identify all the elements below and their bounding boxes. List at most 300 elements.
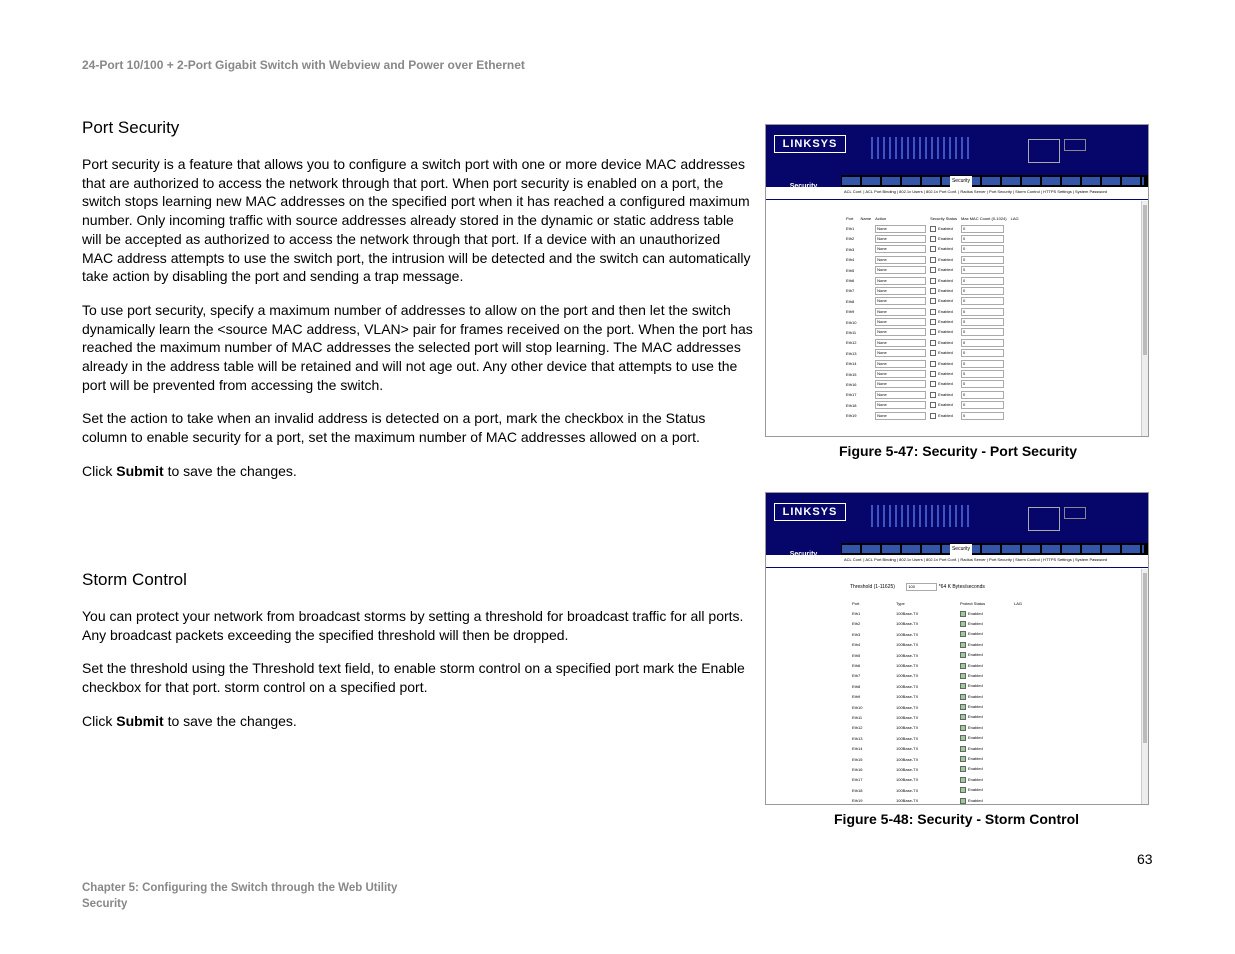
action-select[interactable]: None: [875, 266, 926, 274]
action-select[interactable]: None: [875, 339, 926, 347]
status-cell: [928, 265, 959, 275]
status-cell: [928, 317, 959, 327]
table-row: [844, 400, 1021, 410]
table-row: [850, 629, 1024, 639]
lag-cell: [1012, 723, 1024, 733]
enable-checkbox[interactable]: [960, 621, 966, 627]
lag-cell: [1012, 692, 1024, 702]
nav-tabs[interactable]: [842, 177, 1144, 185]
port-security-screenshot: [765, 124, 1149, 437]
max-count-input[interactable]: 0: [961, 412, 1004, 420]
column-header: Security Status: [930, 215, 958, 221]
status-label: Enabled: [938, 246, 953, 252]
footer-chapter: Chapter 5: Configuring the Switch through the Web Utility: [82, 882, 398, 894]
ui-subnav: [766, 555, 1148, 568]
lag-cell: [1012, 671, 1024, 681]
name-cell: [858, 286, 873, 296]
enable-checkbox[interactable]: [930, 267, 936, 273]
lag-cell: [1009, 369, 1021, 379]
tab-security[interactable]: Security: [950, 544, 972, 555]
enable-checkbox[interactable]: [930, 402, 936, 408]
type-cell: 100Base-TX: [896, 611, 919, 617]
status-label: Enabled: [938, 236, 953, 242]
action-select[interactable]: None: [875, 360, 926, 368]
lag-cell: [1009, 286, 1021, 296]
enable-checkbox[interactable]: [930, 309, 936, 315]
port-cell: Eth17: [846, 392, 857, 398]
scrollbar-thumb[interactable]: [1143, 573, 1147, 743]
status-label: Enabled: [968, 797, 983, 803]
action-select[interactable]: None: [875, 391, 926, 399]
enable-checkbox[interactable]: [960, 714, 966, 720]
port-cell: Eth14: [852, 746, 863, 752]
table-row: [850, 795, 1024, 805]
status-cell: [958, 775, 1012, 785]
max-count-cell: [959, 307, 1009, 317]
name-cell: [858, 275, 873, 285]
footer-section: Security: [82, 898, 128, 910]
lag-cell: [1009, 265, 1021, 275]
type-cell: 100Base-TX: [896, 787, 919, 793]
table-row: [850, 743, 1024, 753]
enable-checkbox[interactable]: [960, 663, 966, 669]
table-row: [850, 608, 1024, 618]
lag-cell: [1012, 660, 1024, 670]
submit-label: Submit: [116, 462, 164, 479]
enable-checkbox[interactable]: [930, 319, 936, 325]
lag-cell: [1009, 234, 1021, 244]
name-cell: [858, 400, 873, 410]
port-cell: Eth13: [852, 735, 863, 741]
max-count-input[interactable]: 0: [961, 318, 1004, 326]
lag-cell: [1009, 244, 1021, 254]
status-label: Enabled: [938, 267, 953, 273]
name-cell: [858, 369, 873, 379]
enable-checkbox[interactable]: [930, 361, 936, 367]
status-cell: [958, 754, 1012, 764]
port-cell: Eth13: [846, 350, 857, 356]
action-cell: [873, 244, 928, 254]
action-cell: [873, 338, 928, 348]
max-count-cell: [959, 255, 1009, 265]
action-select[interactable]: None: [875, 235, 926, 243]
enable-checkbox[interactable]: [960, 631, 966, 637]
status-cell: [928, 275, 959, 285]
action-select[interactable]: None: [875, 380, 926, 388]
status-cell: [958, 743, 1012, 753]
port-cell: Eth18: [852, 787, 863, 793]
enable-checkbox[interactable]: [960, 611, 966, 617]
port-cell: Eth5: [846, 267, 855, 273]
column-header: Port: [846, 215, 854, 221]
max-count-input[interactable]: 0: [961, 287, 1004, 295]
lag-cell: [1012, 764, 1024, 774]
enable-checkbox[interactable]: [960, 766, 966, 772]
action-select[interactable]: None: [875, 225, 926, 233]
table-row: [844, 275, 1021, 285]
name-cell: [858, 244, 873, 254]
table-row: [844, 327, 1021, 337]
enable-checkbox[interactable]: [930, 236, 936, 242]
action-cell: [873, 255, 928, 265]
status-cell: [928, 400, 959, 410]
port-cell: Eth17: [852, 777, 863, 783]
lag-cell: [1009, 410, 1021, 420]
action-select[interactable]: None: [875, 412, 926, 420]
port-cell: Eth15: [846, 371, 857, 377]
port-security-paragraph-3: Set the action to take when an invalid address is detected on a port, mark the checkbox in the Status column to enable security for a port, set the maximum number of MAC addresses allowed on a port.: [82, 410, 706, 446]
column-header: Max MAC Count (0-1024): [961, 215, 1007, 221]
max-count-input[interactable]: 0: [961, 370, 1004, 378]
name-cell: [858, 348, 873, 358]
status-cell: [928, 307, 959, 317]
action-cell: [873, 234, 928, 244]
port-cell: Eth10: [846, 319, 857, 325]
action-select[interactable]: None: [875, 401, 926, 409]
max-count-input[interactable]: 0: [961, 391, 1004, 399]
column-header: Action: [875, 215, 887, 221]
scrollbar[interactable]: [1141, 201, 1148, 436]
enable-checkbox[interactable]: [930, 350, 936, 356]
max-count-input[interactable]: 0: [961, 339, 1004, 347]
status-label: Enabled: [938, 371, 953, 377]
status-label: Enabled: [968, 704, 983, 710]
status-label: Enabled: [938, 256, 953, 262]
port-cell: Eth1: [846, 226, 855, 232]
table-row: [850, 619, 1024, 629]
max-count-cell: [959, 296, 1009, 306]
max-count-cell: [959, 369, 1009, 379]
port-cell: Eth10: [852, 704, 863, 710]
cisco-logo-icon: [1028, 139, 1060, 163]
max-count-input[interactable]: 0: [961, 328, 1004, 336]
status-label: Enabled: [938, 329, 953, 335]
enable-checkbox[interactable]: [960, 652, 966, 658]
status-label: Enabled: [938, 287, 953, 293]
enable-checkbox[interactable]: [930, 288, 936, 294]
enable-checkbox[interactable]: [930, 371, 936, 377]
type-cell: 100Base-TX: [896, 631, 919, 637]
status-label: Enabled: [938, 277, 953, 283]
status-label: Enabled: [938, 360, 953, 366]
enable-checkbox[interactable]: [930, 246, 936, 252]
subnav-links[interactable]: ACL Conf. | ACL Port Binding | 802.1x Users | 802.1x Port Conf. | Radius Server | Port Security | Storm Control | HTTPS Settings | System Password: [844, 189, 1108, 194]
status-cell: [928, 410, 959, 420]
lag-cell: [1009, 400, 1021, 410]
max-count-input[interactable]: 0: [961, 297, 1004, 305]
status-label: Enabled: [968, 672, 983, 678]
status-label: Enabled: [938, 391, 953, 397]
enable-checkbox[interactable]: [960, 746, 966, 752]
max-count-input[interactable]: 0: [961, 380, 1004, 388]
max-count-input[interactable]: 0: [961, 235, 1004, 243]
port-cell: Eth16: [846, 381, 857, 387]
action-cell: [873, 265, 928, 275]
enable-checkbox[interactable]: [930, 392, 936, 398]
type-cell: 100Base-TX: [896, 652, 919, 658]
table-row: [850, 733, 1024, 743]
enable-checkbox[interactable]: [960, 725, 966, 731]
table-row: [850, 702, 1024, 712]
page-number: 63: [1137, 851, 1153, 867]
action-select[interactable]: None: [875, 245, 926, 253]
tab-security[interactable]: Security: [950, 176, 972, 187]
status-cell: [928, 286, 959, 296]
table-row: [844, 307, 1021, 317]
type-cell: 100Base-TX: [896, 714, 919, 720]
column-header: Protect Status: [960, 600, 986, 606]
status-label: Enabled: [968, 766, 983, 772]
table-row: [850, 712, 1024, 722]
status-cell: [958, 733, 1012, 743]
max-count-input[interactable]: 0: [961, 266, 1004, 274]
lag-cell: [1012, 702, 1024, 712]
max-count-input[interactable]: 0: [961, 277, 1004, 285]
threshold-label: Threshold (1-11625): [850, 584, 895, 590]
lag-cell: [1012, 681, 1024, 691]
status-cell: [958, 702, 1012, 712]
enable-checkbox[interactable]: [960, 642, 966, 648]
port-cell: Eth7: [852, 673, 861, 679]
lag-cell: [1009, 275, 1021, 285]
lag-cell: [1009, 307, 1021, 317]
max-count-input[interactable]: 0: [961, 349, 1004, 357]
status-label: Enabled: [968, 693, 983, 699]
subnav-links[interactable]: ACL Conf. | ACL Port Binding | 802.1x Users | 802.1x Port Conf. | Radius Server | Port Security | Storm Control | HTTPS Settings | System Password: [844, 557, 1108, 562]
status-cell: [958, 650, 1012, 660]
enable-checkbox[interactable]: [930, 278, 936, 284]
table-row: [844, 379, 1021, 389]
storm-control-paragraph-2: Set the threshold using the Threshold text field, to enable storm control on a specified port mark the Enable checkbox for that port. storm control on a specified port.: [82, 660, 745, 696]
enable-checkbox[interactable]: [930, 329, 936, 335]
device-icon: [1064, 507, 1086, 519]
action-select[interactable]: None: [875, 328, 926, 336]
enable-checkbox[interactable]: [930, 413, 936, 419]
enable-checkbox[interactable]: [960, 673, 966, 679]
status-label: Enabled: [938, 298, 953, 304]
type-cell: 100Base-TX: [896, 704, 919, 710]
table-row: [844, 265, 1021, 275]
status-cell: [928, 223, 959, 233]
status-label: Enabled: [968, 641, 983, 647]
lag-cell: [1009, 338, 1021, 348]
action-select[interactable]: None: [875, 287, 926, 295]
port-leds: [871, 505, 971, 527]
action-select[interactable]: None: [875, 277, 926, 285]
table-row: [844, 348, 1021, 358]
status-cell: [958, 681, 1012, 691]
enable-checkbox[interactable]: [930, 381, 936, 387]
type-cell: 100Base-TX: [896, 756, 919, 762]
status-cell: [958, 692, 1012, 702]
max-count-cell: [959, 234, 1009, 244]
status-cell: [958, 608, 1012, 618]
action-cell: [873, 348, 928, 358]
lag-cell: [1012, 629, 1024, 639]
column-header: Port: [852, 600, 860, 606]
action-select[interactable]: None: [875, 370, 926, 378]
port-cell: Eth8: [846, 298, 855, 304]
name-cell: [858, 296, 873, 306]
table-row: [844, 390, 1021, 400]
enable-checkbox[interactable]: [960, 787, 966, 793]
action-select[interactable]: None: [875, 349, 926, 357]
table-row: [844, 244, 1021, 254]
status-label: Enabled: [938, 402, 953, 408]
column-header: LAG: [1010, 215, 1019, 221]
action-select[interactable]: None: [875, 297, 926, 305]
threshold-unit: *64 K Bytes/seconds: [938, 584, 985, 590]
action-cell: [873, 223, 928, 233]
ui-topbar: [766, 125, 1148, 175]
storm-control-table: [850, 598, 1024, 805]
cisco-logo-icon: [1028, 507, 1060, 531]
max-count-input[interactable]: 0: [961, 360, 1004, 368]
enable-checkbox[interactable]: [960, 704, 966, 710]
enable-checkbox[interactable]: [960, 683, 966, 689]
name-cell: [858, 234, 873, 244]
lag-cell: [1009, 296, 1021, 306]
status-cell: [928, 255, 959, 265]
table-row: [850, 754, 1024, 764]
action-select[interactable]: None: [875, 308, 926, 316]
port-cell: Eth1: [852, 611, 861, 617]
max-count-cell: [959, 379, 1009, 389]
enable-checkbox[interactable]: [960, 777, 966, 783]
max-count-input[interactable]: 0: [961, 401, 1004, 409]
enable-checkbox[interactable]: [960, 798, 966, 804]
name-cell: [858, 307, 873, 317]
action-cell: [873, 296, 928, 306]
column-header: Name: [860, 215, 872, 221]
max-count-input[interactable]: 0: [961, 308, 1004, 316]
enable-checkbox[interactable]: [960, 694, 966, 700]
storm-control-paragraph-1: You can protect your network from broadcast storms by setting a threshold for broadcast traffic for all ports. Any broadcast packets exceeding the specified threshold will then be dropped.: [82, 608, 744, 643]
action-select[interactable]: None: [875, 256, 926, 264]
lag-cell: [1012, 608, 1024, 618]
status-label: Enabled: [968, 714, 983, 720]
table-row: [850, 640, 1024, 650]
table-row: [850, 764, 1024, 774]
max-count-cell: [959, 244, 1009, 254]
lag-cell: [1012, 640, 1024, 650]
max-count-input[interactable]: 0: [961, 256, 1004, 264]
linksys-logo: LINKSYS: [774, 503, 846, 521]
enable-checkbox[interactable]: [930, 257, 936, 263]
name-cell: [858, 265, 873, 275]
status-cell: [958, 619, 1012, 629]
lag-cell: [1012, 712, 1024, 722]
port-cell: Eth3: [852, 631, 861, 637]
status-cell: [958, 640, 1012, 650]
status-cell: [928, 358, 959, 368]
status-label: Enabled: [968, 683, 983, 689]
enable-checkbox[interactable]: [960, 735, 966, 741]
port-leds: [871, 137, 971, 159]
status-cell: [958, 712, 1012, 722]
type-cell: 100Base-TX: [896, 735, 919, 741]
port-cell: Eth15: [852, 756, 863, 762]
lag-cell: [1009, 255, 1021, 265]
table-row: [844, 223, 1021, 233]
name-cell: [858, 255, 873, 265]
status-label: Enabled: [968, 724, 983, 730]
port-cell: Eth6: [852, 663, 861, 669]
table-row: [844, 296, 1021, 306]
nav-tabs[interactable]: [842, 545, 1144, 553]
table-row: [844, 255, 1021, 265]
storm-control-click-instruction: Click Submit to save the changes.: [82, 712, 297, 729]
scrollbar-thumb[interactable]: [1143, 205, 1147, 355]
status-label: Enabled: [968, 735, 983, 741]
max-count-cell: [959, 223, 1009, 233]
table-row: [850, 660, 1024, 670]
action-cell: [873, 327, 928, 337]
port-cell: Eth12: [846, 340, 857, 346]
max-count-cell: [959, 400, 1009, 410]
lag-cell: [1012, 650, 1024, 660]
type-cell: 100Base-TX: [896, 798, 919, 804]
name-cell: [858, 358, 873, 368]
table-row: [850, 692, 1024, 702]
enable-checkbox[interactable]: [960, 756, 966, 762]
port-cell: Eth4: [852, 642, 861, 648]
action-cell: [873, 390, 928, 400]
enable-checkbox[interactable]: [930, 226, 936, 232]
action-cell: [873, 379, 928, 389]
max-count-input[interactable]: 0: [961, 225, 1004, 233]
scrollbar[interactable]: [1141, 569, 1148, 804]
port-cell: Eth9: [846, 309, 855, 315]
status-cell: [958, 671, 1012, 681]
type-cell: 100Base-TX: [896, 694, 919, 700]
action-select[interactable]: None: [875, 318, 926, 326]
port-cell: Eth3: [846, 246, 855, 252]
status-label: Enabled: [938, 350, 953, 356]
ui-topbar: [766, 493, 1148, 543]
type-cell: 100Base-TX: [896, 642, 919, 648]
lag-cell: [1012, 733, 1024, 743]
status-label: Enabled: [938, 308, 953, 314]
linksys-logo: LINKSYS: [774, 135, 846, 153]
table-row: [844, 369, 1021, 379]
table-row: [844, 410, 1021, 420]
document-header: 24-Port 10/100 + 2-Port Gigabit Switch with Webview and Power over Ethernet: [82, 58, 525, 72]
table-row: [850, 671, 1024, 681]
threshold-input[interactable]: 100: [906, 583, 937, 591]
lag-cell: [1009, 390, 1021, 400]
port-cell: Eth16: [852, 766, 863, 772]
max-count-cell: [959, 410, 1009, 420]
enable-checkbox[interactable]: [930, 298, 936, 304]
table-row: [850, 723, 1024, 733]
port-cell: Eth14: [846, 361, 857, 367]
action-cell: [873, 286, 928, 296]
type-cell: 100Base-TX: [896, 766, 919, 772]
port-cell: Eth19: [852, 798, 863, 804]
ui-nav-row: [766, 543, 1148, 555]
status-cell: [958, 764, 1012, 774]
lag-cell: [1009, 379, 1021, 389]
port-security-paragraph-1: Port security is a feature that allows you to configure a switch port with one or more device MAC addresses that are authorized to access the network through that port. When port security is enabled on a port, the switch stops learning new MAC addresses on the specified port when it has reached a configured maximum number. Only incoming traffic with source addresses already stored in the dynamic or static address table will be accepted as authorized to access the network through that port. If a device with an unauthorized MAC address attempts to use the switch port, the intrusion will be detected and the switch can automatically take action by disabling the port and sending a trap message.: [82, 156, 751, 285]
name-cell: [858, 338, 873, 348]
table-row: [844, 338, 1021, 348]
lag-cell: [1012, 775, 1024, 785]
enable-checkbox[interactable]: [930, 340, 936, 346]
port-security-table: [844, 213, 1021, 421]
max-count-input[interactable]: 0: [961, 245, 1004, 253]
table-row: [850, 681, 1024, 691]
